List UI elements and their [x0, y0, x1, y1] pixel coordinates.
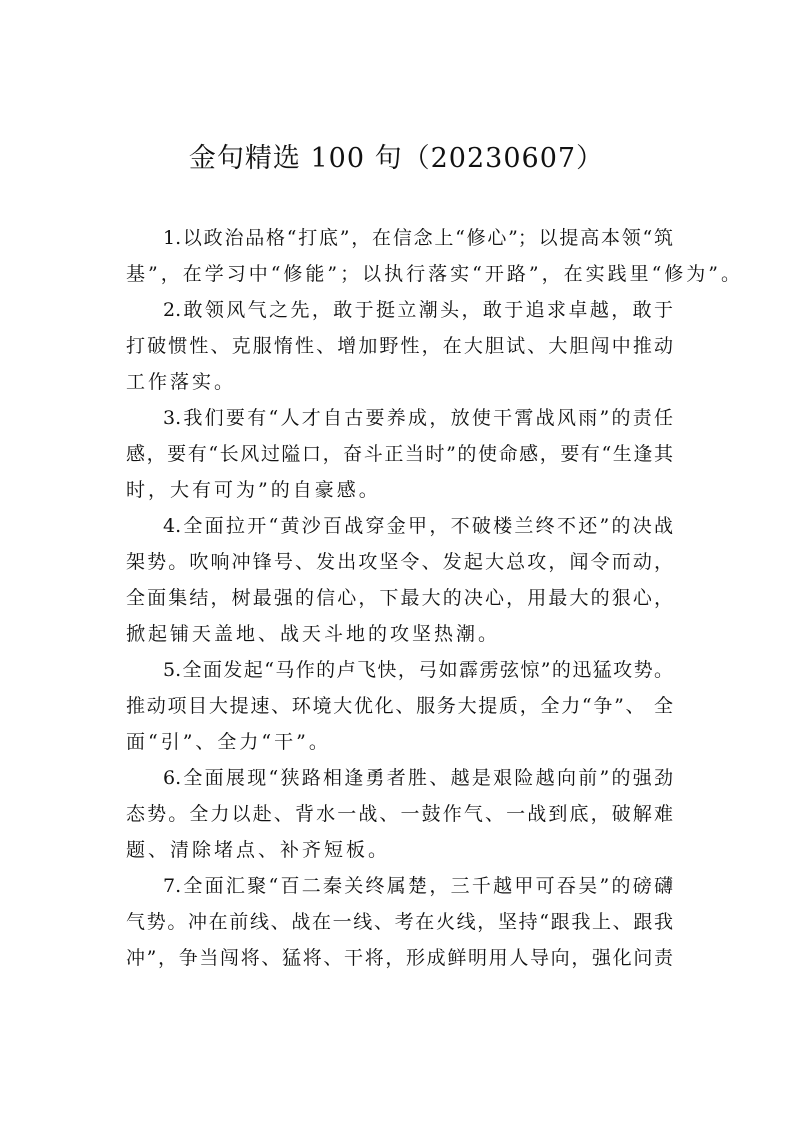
paragraph-line: 气势。冲在前线、战在一线、考在火线，坚持“跟我上、跟我	[126, 911, 673, 933]
paragraph-line: 基”，在学习中“修能”；以执行落实“开路”，在实践里“修为”。	[126, 263, 743, 285]
quote-paragraph	[126, 868, 673, 976]
paragraph-line: 2.敢领风气之先，敢于挺立潮头，敢于追求卓越，敢于	[163, 299, 673, 321]
paragraph-line: 态势。全力以赴、背水一战、一鼓作气、一战到底，破解难	[126, 803, 673, 825]
paragraph-line: 3.我们要有“人才自古要养成，放使干霄战风雨”的责任	[163, 407, 673, 429]
paragraph-line: 面“引”、全力“干”。	[126, 731, 331, 753]
paragraph-line: 6.全面展现“狭路相逢勇者胜、越是艰险越向前”的强劲	[163, 767, 673, 789]
quote-paragraph	[126, 508, 673, 652]
quote-paragraph	[126, 400, 673, 508]
quote-paragraph	[126, 292, 673, 400]
document-body	[126, 220, 743, 976]
paragraph-line: 工作落实。	[126, 371, 237, 393]
document-title: 金句精选 100 句（20230607）	[188, 143, 605, 174]
paragraph-line: 1.以政治品格“打底”，在信念上“修心”；以提高本领“筑	[163, 227, 673, 249]
paragraph-line: 5.全面发起“马作的卢飞快，弓如霹雳弦惊”的迅猛攻势。	[163, 659, 673, 681]
paragraph-line: 架势。吹响冲锋号、发出攻坚令、发起大总攻，闻令而动，	[126, 551, 673, 573]
paragraph-line: 感，要有“长风过隘口，奋斗正当时”的使命感，要有“生逢其	[126, 443, 673, 465]
quote-paragraph	[126, 760, 673, 868]
paragraph-line: 推动项目大提速、环境大优化、服务大提质，全力“争”、 全	[126, 695, 673, 717]
paragraph-line: 7.全面汇聚“百二秦关终属楚，三千越甲可吞吴”的磅礴	[163, 875, 673, 897]
paragraph-line: 4.全面拉开“黄沙百战穿金甲，不破楼兰终不还”的决战	[163, 515, 673, 537]
quote-paragraph	[126, 652, 673, 760]
quote-paragraph	[126, 220, 743, 292]
paragraph-line: 掀起铺天盖地、战天斗地的攻坚热潮。	[126, 623, 501, 645]
paragraph-line: 题、清除堵点、补齐短板。	[126, 839, 391, 861]
paragraph-line: 冲”，争当闯将、猛将、干将，形成鲜明用人导向，强化问责	[126, 947, 673, 969]
paragraph-line: 全面集结，树最强的信心，下最大的决心，用最大的狠心，	[126, 587, 673, 609]
paragraph-line: 打破惯性、克服惰性、增加野性，在大胆试、大胆闯中推动	[126, 335, 673, 357]
paragraph-line: 时，大有可为”的自豪感。	[126, 479, 381, 501]
